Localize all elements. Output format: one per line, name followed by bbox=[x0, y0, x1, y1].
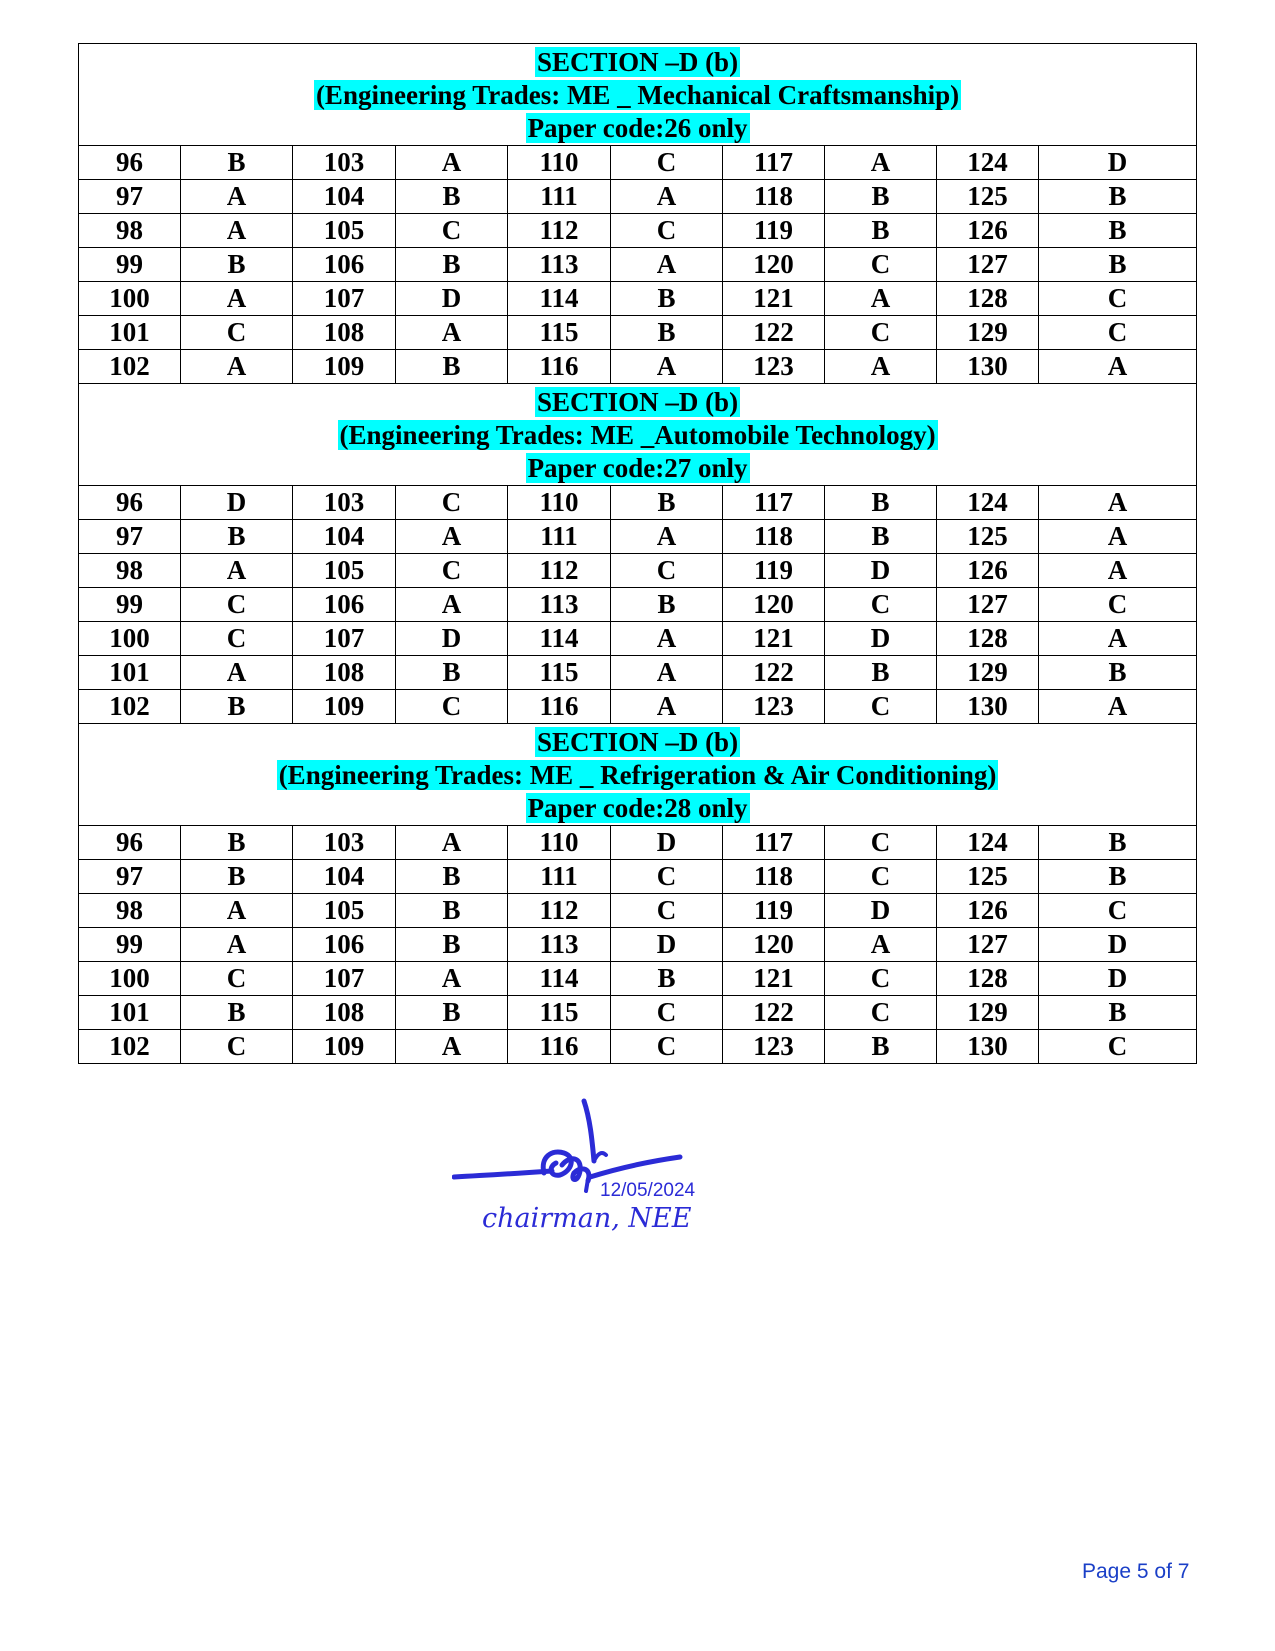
table-row bbox=[79, 350, 1197, 384]
answer-cell: C bbox=[396, 690, 508, 724]
answer-cell: A bbox=[181, 180, 293, 214]
question-number-cell: 105 bbox=[293, 554, 396, 588]
question-number-cell: 108 bbox=[293, 996, 396, 1030]
question-number-cell: 120 bbox=[723, 248, 825, 282]
question-number-cell: 128 bbox=[937, 282, 1039, 316]
question-number-cell: 112 bbox=[508, 554, 611, 588]
answer-cell: B bbox=[396, 180, 508, 214]
answer-cell: B bbox=[825, 486, 937, 520]
answer-cell: C bbox=[181, 316, 293, 350]
question-number-cell: 123 bbox=[723, 690, 825, 724]
answer-cell: B bbox=[825, 214, 937, 248]
section-header-row bbox=[79, 44, 1197, 146]
question-number-cell: 121 bbox=[723, 282, 825, 316]
table-row bbox=[79, 656, 1197, 690]
answer-cell: B bbox=[396, 894, 508, 928]
answer-cell: C bbox=[825, 690, 937, 724]
answer-cell: C bbox=[181, 962, 293, 996]
question-number-cell: 111 bbox=[508, 520, 611, 554]
table-row bbox=[79, 180, 1197, 214]
answer-cell: C bbox=[825, 996, 937, 1030]
table-row bbox=[79, 554, 1197, 588]
answer-cell: A bbox=[396, 826, 508, 860]
answer-cell: A bbox=[181, 554, 293, 588]
answer-cell: D bbox=[396, 282, 508, 316]
answer-cell: A bbox=[611, 248, 723, 282]
answer-cell: A bbox=[611, 622, 723, 656]
answer-cell: B bbox=[1039, 248, 1197, 282]
question-number-cell: 120 bbox=[723, 588, 825, 622]
answer-cell: C bbox=[1039, 282, 1197, 316]
table-row bbox=[79, 962, 1197, 996]
answer-cell: B bbox=[396, 996, 508, 1030]
section-title: SECTION –D (b) bbox=[537, 727, 739, 757]
answer-cell: C bbox=[825, 316, 937, 350]
table-row bbox=[79, 214, 1197, 248]
answer-cell: A bbox=[181, 928, 293, 962]
answer-cell: C bbox=[396, 214, 508, 248]
question-number-cell: 117 bbox=[723, 826, 825, 860]
answer-cell: A bbox=[611, 690, 723, 724]
answer-cell: A bbox=[396, 962, 508, 996]
answer-cell: C bbox=[825, 588, 937, 622]
answer-cell: B bbox=[1039, 656, 1197, 690]
question-number-cell: 118 bbox=[723, 180, 825, 214]
section-paper-code: Paper code:26 only bbox=[527, 113, 748, 143]
table-row bbox=[79, 996, 1197, 1030]
section-trade: (Engineering Trades: ME _ Mechanical Craftsmanship) bbox=[315, 80, 960, 110]
question-number-cell: 97 bbox=[79, 520, 181, 554]
question-number-cell: 104 bbox=[293, 180, 396, 214]
question-number-cell: 102 bbox=[79, 1030, 181, 1064]
question-number-cell: 100 bbox=[79, 282, 181, 316]
answer-cell: B bbox=[181, 520, 293, 554]
question-number-cell: 96 bbox=[79, 146, 181, 180]
question-number-cell: 98 bbox=[79, 554, 181, 588]
answer-cell: A bbox=[396, 316, 508, 350]
answer-cell: A bbox=[611, 180, 723, 214]
table-row bbox=[79, 622, 1197, 656]
answer-cell: A bbox=[1039, 350, 1197, 384]
answer-cell: D bbox=[825, 622, 937, 656]
question-number-cell: 116 bbox=[508, 690, 611, 724]
question-number-cell: 126 bbox=[937, 894, 1039, 928]
question-number-cell: 107 bbox=[293, 962, 396, 996]
table-row bbox=[79, 690, 1197, 724]
question-number-cell: 112 bbox=[508, 214, 611, 248]
answer-cell: B bbox=[825, 1030, 937, 1064]
question-number-cell: 128 bbox=[937, 622, 1039, 656]
question-number-cell: 100 bbox=[79, 622, 181, 656]
answer-cell: C bbox=[396, 486, 508, 520]
answer-cell: C bbox=[181, 622, 293, 656]
signature-date: 12/05/2024 bbox=[600, 1180, 696, 1201]
question-number-cell: 108 bbox=[293, 656, 396, 690]
answer-cell: A bbox=[396, 1030, 508, 1064]
section-paper-code: Paper code:27 only bbox=[527, 453, 748, 483]
answer-cell: C bbox=[1039, 894, 1197, 928]
question-number-cell: 97 bbox=[79, 860, 181, 894]
question-number-cell: 110 bbox=[508, 146, 611, 180]
answer-cell: C bbox=[181, 1030, 293, 1064]
question-number-cell: 110 bbox=[508, 486, 611, 520]
answer-cell: D bbox=[611, 928, 723, 962]
answer-cell: B bbox=[181, 996, 293, 1030]
answer-cell: C bbox=[611, 860, 723, 894]
question-number-cell: 106 bbox=[293, 248, 396, 282]
answer-cell: A bbox=[825, 282, 937, 316]
question-number-cell: 103 bbox=[293, 146, 396, 180]
question-number-cell: 114 bbox=[508, 962, 611, 996]
answer-cell: A bbox=[1039, 520, 1197, 554]
question-number-cell: 125 bbox=[937, 180, 1039, 214]
table-row bbox=[79, 588, 1197, 622]
question-number-cell: 98 bbox=[79, 894, 181, 928]
signature-title: chairman, NEE bbox=[482, 1203, 692, 1234]
answer-cell: D bbox=[1039, 962, 1197, 996]
question-number-cell: 99 bbox=[79, 588, 181, 622]
answer-cell: B bbox=[396, 656, 508, 690]
answer-cell: C bbox=[611, 996, 723, 1030]
answer-cell: A bbox=[396, 146, 508, 180]
answer-cell: A bbox=[181, 282, 293, 316]
question-number-cell: 128 bbox=[937, 962, 1039, 996]
answer-cell: A bbox=[181, 656, 293, 690]
question-number-cell: 112 bbox=[508, 894, 611, 928]
answer-cell: B bbox=[825, 656, 937, 690]
question-number-cell: 115 bbox=[508, 996, 611, 1030]
answer-cell: C bbox=[396, 554, 508, 588]
question-number-cell: 113 bbox=[508, 928, 611, 962]
section-header bbox=[79, 384, 1197, 486]
question-number-cell: 120 bbox=[723, 928, 825, 962]
answer-cell: B bbox=[611, 282, 723, 316]
answer-cell: B bbox=[1039, 180, 1197, 214]
question-number-cell: 117 bbox=[723, 486, 825, 520]
question-number-cell: 127 bbox=[937, 588, 1039, 622]
answer-cell: B bbox=[181, 826, 293, 860]
question-number-cell: 115 bbox=[508, 316, 611, 350]
question-number-cell: 123 bbox=[723, 350, 825, 384]
answer-cell: C bbox=[825, 860, 937, 894]
question-number-cell: 119 bbox=[723, 214, 825, 248]
section-paper-code: Paper code:28 only bbox=[527, 793, 748, 823]
question-number-cell: 109 bbox=[293, 350, 396, 384]
answer-cell: B bbox=[611, 588, 723, 622]
question-number-cell: 118 bbox=[723, 860, 825, 894]
answer-cell: B bbox=[396, 928, 508, 962]
question-number-cell: 124 bbox=[937, 146, 1039, 180]
answer-cell: B bbox=[1039, 860, 1197, 894]
question-number-cell: 125 bbox=[937, 520, 1039, 554]
table-row bbox=[79, 860, 1197, 894]
answer-cell: C bbox=[611, 146, 723, 180]
answer-cell: A bbox=[396, 520, 508, 554]
question-number-cell: 129 bbox=[937, 656, 1039, 690]
question-number-cell: 121 bbox=[723, 962, 825, 996]
section-trade: (Engineering Trades: ME _Automobile Technology) bbox=[339, 420, 936, 450]
answer-cell: C bbox=[825, 962, 937, 996]
question-number-cell: 113 bbox=[508, 248, 611, 282]
question-number-cell: 130 bbox=[937, 350, 1039, 384]
answer-cell: A bbox=[396, 588, 508, 622]
question-number-cell: 99 bbox=[79, 928, 181, 962]
question-number-cell: 101 bbox=[79, 316, 181, 350]
section-title: SECTION –D (b) bbox=[537, 387, 739, 417]
answer-cell: D bbox=[396, 622, 508, 656]
answer-cell: B bbox=[1039, 214, 1197, 248]
question-number-cell: 116 bbox=[508, 1030, 611, 1064]
table-row bbox=[79, 520, 1197, 554]
answer-cell: C bbox=[1039, 588, 1197, 622]
question-number-cell: 107 bbox=[293, 622, 396, 656]
answer-cell: C bbox=[611, 1030, 723, 1064]
question-number-cell: 127 bbox=[937, 928, 1039, 962]
question-number-cell: 130 bbox=[937, 1030, 1039, 1064]
question-number-cell: 119 bbox=[723, 554, 825, 588]
table-row bbox=[79, 146, 1197, 180]
question-number-cell: 100 bbox=[79, 962, 181, 996]
answer-cell: A bbox=[181, 894, 293, 928]
question-number-cell: 125 bbox=[937, 860, 1039, 894]
question-number-cell: 126 bbox=[937, 214, 1039, 248]
answer-cell: B bbox=[1039, 826, 1197, 860]
answer-cell: A bbox=[181, 214, 293, 248]
question-number-cell: 104 bbox=[293, 860, 396, 894]
answer-cell: B bbox=[611, 486, 723, 520]
question-number-cell: 108 bbox=[293, 316, 396, 350]
question-number-cell: 103 bbox=[293, 486, 396, 520]
table-row bbox=[79, 1030, 1197, 1064]
question-number-cell: 106 bbox=[293, 588, 396, 622]
answer-cell: B bbox=[396, 860, 508, 894]
answer-cell: A bbox=[1039, 486, 1197, 520]
answer-cell: C bbox=[611, 894, 723, 928]
question-number-cell: 101 bbox=[79, 656, 181, 690]
answer-cell: B bbox=[1039, 996, 1197, 1030]
question-number-cell: 111 bbox=[508, 860, 611, 894]
section-header-row bbox=[79, 724, 1197, 826]
answer-key-table bbox=[78, 43, 1197, 1064]
question-number-cell: 114 bbox=[508, 622, 611, 656]
answer-cell: C bbox=[1039, 1030, 1197, 1064]
answer-cell: A bbox=[611, 350, 723, 384]
question-number-cell: 122 bbox=[723, 656, 825, 690]
answer-cell: A bbox=[1039, 554, 1197, 588]
answer-cell: B bbox=[396, 350, 508, 384]
answer-cell: D bbox=[825, 894, 937, 928]
table-row bbox=[79, 282, 1197, 316]
question-number-cell: 123 bbox=[723, 1030, 825, 1064]
table-row bbox=[79, 316, 1197, 350]
question-number-cell: 124 bbox=[937, 826, 1039, 860]
answer-cell: A bbox=[825, 928, 937, 962]
answer-cell: A bbox=[1039, 690, 1197, 724]
question-number-cell: 114 bbox=[508, 282, 611, 316]
question-number-cell: 122 bbox=[723, 316, 825, 350]
question-number-cell: 102 bbox=[79, 690, 181, 724]
answer-cell: D bbox=[611, 826, 723, 860]
question-number-cell: 129 bbox=[937, 316, 1039, 350]
question-number-cell: 107 bbox=[293, 282, 396, 316]
question-number-cell: 130 bbox=[937, 690, 1039, 724]
answer-cell: B bbox=[181, 146, 293, 180]
answer-cell: C bbox=[1039, 316, 1197, 350]
answer-cell: B bbox=[396, 248, 508, 282]
table-row bbox=[79, 826, 1197, 860]
question-number-cell: 124 bbox=[937, 486, 1039, 520]
question-number-cell: 116 bbox=[508, 350, 611, 384]
question-number-cell: 104 bbox=[293, 520, 396, 554]
question-number-cell: 127 bbox=[937, 248, 1039, 282]
section-title: SECTION –D (b) bbox=[537, 47, 739, 77]
answer-cell: A bbox=[181, 350, 293, 384]
table-row bbox=[79, 928, 1197, 962]
question-number-cell: 97 bbox=[79, 180, 181, 214]
answer-cell: B bbox=[611, 316, 723, 350]
question-number-cell: 118 bbox=[723, 520, 825, 554]
answer-cell: C bbox=[181, 588, 293, 622]
question-number-cell: 129 bbox=[937, 996, 1039, 1030]
question-number-cell: 119 bbox=[723, 894, 825, 928]
answer-cell: A bbox=[611, 656, 723, 690]
answer-cell: D bbox=[1039, 146, 1197, 180]
question-number-cell: 99 bbox=[79, 248, 181, 282]
answer-cell: C bbox=[611, 554, 723, 588]
answer-cell: A bbox=[825, 350, 937, 384]
question-number-cell: 122 bbox=[723, 996, 825, 1030]
answer-cell: D bbox=[825, 554, 937, 588]
answer-cell: D bbox=[181, 486, 293, 520]
answer-cell: B bbox=[825, 520, 937, 554]
answer-cell: A bbox=[1039, 622, 1197, 656]
question-number-cell: 105 bbox=[293, 894, 396, 928]
question-number-cell: 101 bbox=[79, 996, 181, 1030]
question-number-cell: 103 bbox=[293, 826, 396, 860]
answer-cell: B bbox=[611, 962, 723, 996]
question-number-cell: 105 bbox=[293, 214, 396, 248]
table-row bbox=[79, 248, 1197, 282]
answer-cell: C bbox=[825, 826, 937, 860]
answer-cell: B bbox=[181, 690, 293, 724]
question-number-cell: 111 bbox=[508, 180, 611, 214]
answer-cell: D bbox=[1039, 928, 1197, 962]
question-number-cell: 110 bbox=[508, 826, 611, 860]
question-number-cell: 106 bbox=[293, 928, 396, 962]
answer-cell: A bbox=[611, 520, 723, 554]
answer-cell: A bbox=[825, 146, 937, 180]
question-number-cell: 109 bbox=[293, 690, 396, 724]
answer-cell: C bbox=[825, 248, 937, 282]
answer-cell: B bbox=[825, 180, 937, 214]
question-number-cell: 115 bbox=[508, 656, 611, 690]
question-number-cell: 98 bbox=[79, 214, 181, 248]
page-number: Page 5 of 7 bbox=[1082, 1560, 1190, 1583]
answer-cell: B bbox=[181, 860, 293, 894]
question-number-cell: 113 bbox=[508, 588, 611, 622]
answer-cell: C bbox=[611, 214, 723, 248]
question-number-cell: 109 bbox=[293, 1030, 396, 1064]
section-header bbox=[79, 44, 1197, 146]
section-header bbox=[79, 724, 1197, 826]
question-number-cell: 96 bbox=[79, 826, 181, 860]
question-number-cell: 102 bbox=[79, 350, 181, 384]
question-number-cell: 96 bbox=[79, 486, 181, 520]
question-number-cell: 117 bbox=[723, 146, 825, 180]
table-row bbox=[79, 894, 1197, 928]
answer-cell: B bbox=[181, 248, 293, 282]
table-row bbox=[79, 486, 1197, 520]
section-trade: (Engineering Trades: ME _ Refrigeration & Air Conditioning) bbox=[278, 760, 997, 790]
question-number-cell: 126 bbox=[937, 554, 1039, 588]
question-number-cell: 121 bbox=[723, 622, 825, 656]
section-header-row bbox=[79, 384, 1197, 486]
